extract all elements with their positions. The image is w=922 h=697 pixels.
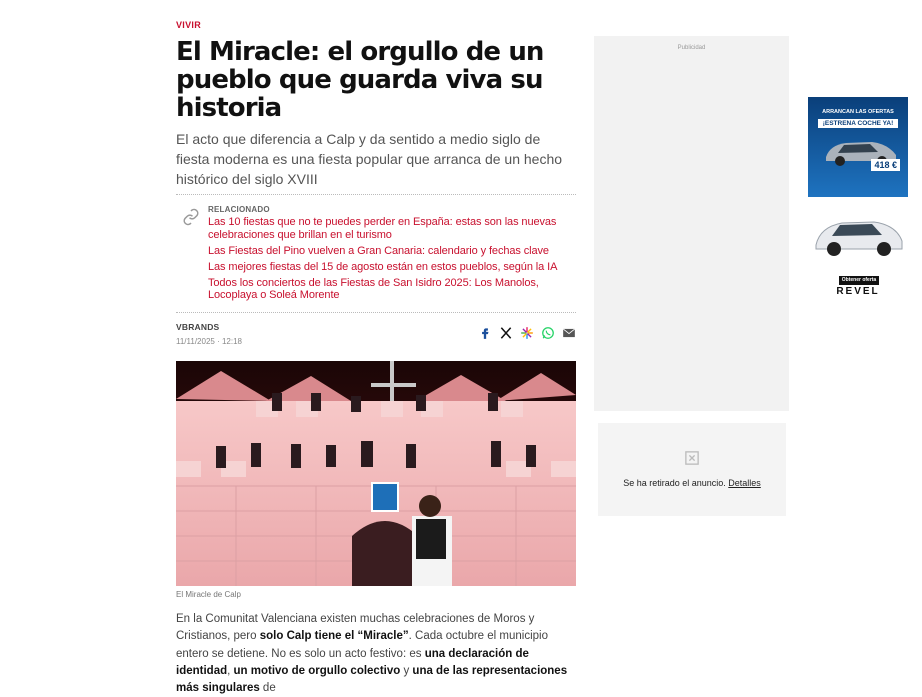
- facebook-icon[interactable]: [478, 326, 492, 340]
- details-link[interactable]: Detalles: [728, 478, 761, 488]
- removed-ad-notice: [598, 423, 786, 516]
- related-link[interactable]: Las Fiestas del Pino vuelven a Gran Canaria: calendario y fechas clave: [208, 244, 549, 257]
- whatsapp-icon[interactable]: [541, 326, 555, 340]
- ad-label: Publicidad: [677, 45, 706, 51]
- article-body: En la Comunitat Valenciana existen muchas celebraciones de Moros y Cristianos, pero solo Calp tiene el “Miracle”. Cada octubre el municipio entero se detiene. No es solo un acto festivo: es una declaración de identidad, un motivo de orgullo colectivo y una de las representaciones más singulares de: [176, 613, 568, 695]
- removed-ad-text: Se ha retirado el anuncio. Detalles: [623, 478, 761, 488]
- related-list: [208, 216, 576, 305]
- side-ad-banner[interactable]: [808, 97, 908, 297]
- photo-caption: El Miracle de Calp: [176, 590, 241, 599]
- related-link[interactable]: Las mejores fiestas del 15 de agosto están en estos pueblos, según la IA: [208, 260, 558, 273]
- side-ad-line2: ¡ESTRENA COCHE YA!: [818, 119, 898, 128]
- email-icon[interactable]: [562, 326, 576, 340]
- related-box: [176, 194, 576, 313]
- article-photo: [176, 361, 576, 586]
- ad-removed-icon: [685, 451, 699, 465]
- headline: El Miracle: el orgullo de un pueblo que guarda viva su historia: [176, 37, 544, 123]
- side-ad-top: [808, 97, 908, 197]
- subtitle: El acto que diferencia a Calp y da sentido a medio siglo de fiesta moderna es una fiesta popular que arranca de un hecho histórico del siglo XVIII: [176, 131, 563, 187]
- section-tag[interactable]: VIVIR: [176, 20, 202, 30]
- ad-slot: [594, 36, 789, 411]
- related-link[interactable]: Todos los conciertos de las Fiestas de San Isidro 2025: Los Manolos, Locoplaya o Soleá Morente: [208, 276, 539, 301]
- share-bar: [478, 326, 576, 340]
- related-label: RELACIONADO: [208, 205, 270, 214]
- side-ad-price: 418 €: [871, 159, 900, 171]
- link-icon: [182, 208, 200, 226]
- x-icon[interactable]: [499, 326, 513, 340]
- author[interactable]: VBRANDS: [176, 322, 220, 332]
- byline: [176, 322, 242, 346]
- side-ad-line1: ARRANCAN LAS OFERTAS: [822, 109, 894, 115]
- publish-date: 11/11/2025 · 12:18: [176, 337, 242, 346]
- related-link[interactable]: Las 10 fiestas que no te puedes perder en España: estas son las nuevas celebraciones que brillan en el turismo: [208, 216, 557, 241]
- car-image-2: [812, 209, 904, 259]
- bluesky-icon[interactable]: [520, 326, 534, 340]
- side-ad-cta[interactable]: Obtener oferta: [839, 276, 879, 285]
- side-ad-brand: REVEL: [836, 286, 880, 297]
